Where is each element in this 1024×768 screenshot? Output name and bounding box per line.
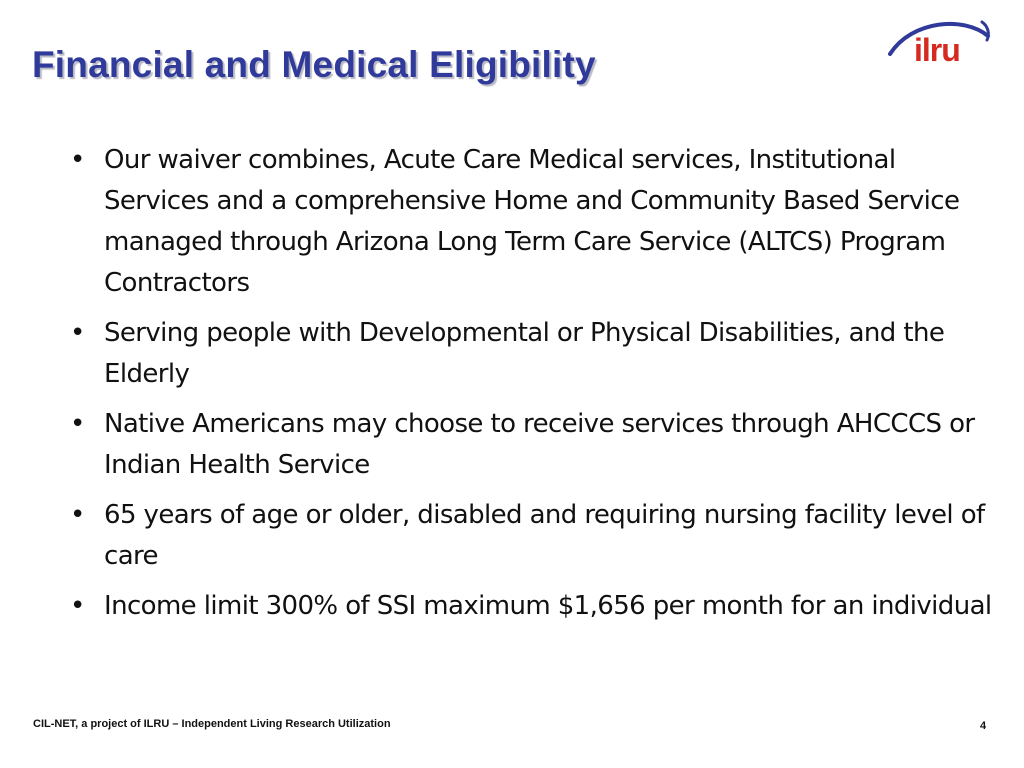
footer-credit: CIL-NET, a project of ILRU – Independent Living Research Utilization [33,718,391,730]
bullet-text: Serving people with Developmental or Physical Disabilities, and the Elderly [104,318,945,389]
bullet-dot-icon: • [70,500,85,530]
bullet-list [70,140,1000,636]
slide-title: Financial and Medical Eligibility [32,44,596,85]
bullet-text: Income limit 300% of SSI maximum $1,656 per month for an individual [104,591,992,621]
bullet-text: Native Americans may choose to receive services through AHCCCS or Indian Health Service [104,409,975,480]
bullet-dot-icon: • [70,145,85,175]
bullet-dot-icon: • [70,591,85,621]
logo-wordmark: ilru [914,32,960,68]
bullet-item [70,313,1000,395]
bullet-item [70,404,1000,486]
bullet-item [70,586,1000,627]
bullet-item [70,495,1000,577]
bullet-dot-icon: • [70,409,85,439]
bullet-item [70,140,1000,304]
ilru-logo [884,14,994,76]
bullet-text: 65 years of age or older, disabled and requiring nursing facility level of care [104,500,985,571]
bullet-text: Our waiver combines, Acute Care Medical services, Institutional Services and a comprehensive Home and Community Based Service managed through Arizona Long Term Care Service (ALTCS) Program Contractors [104,145,960,298]
bullet-dot-icon: • [70,318,85,348]
page-number: 4 [980,720,987,732]
